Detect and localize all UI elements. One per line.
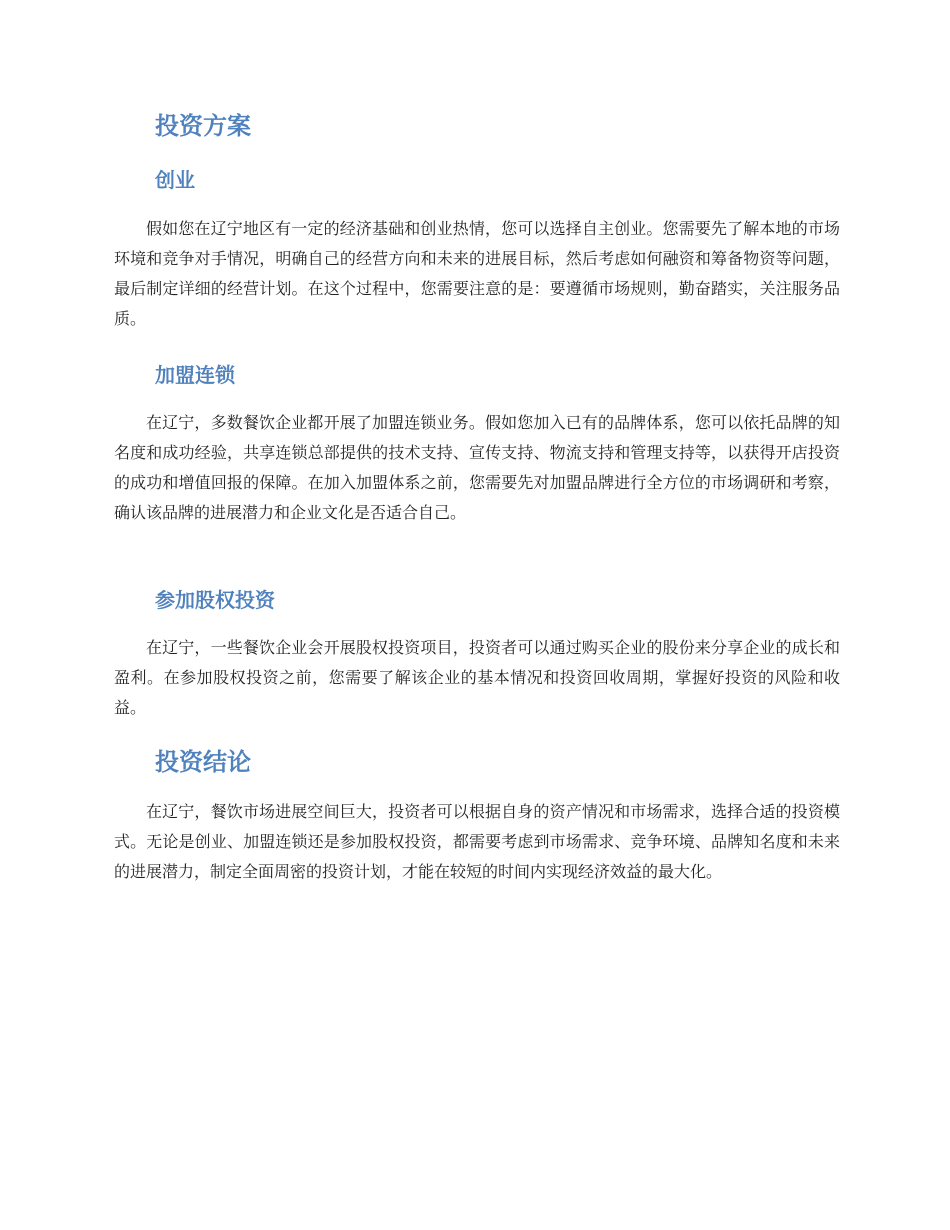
section-heading-equity: 参加股权投资 <box>155 588 275 612</box>
section-body-franchise: 在辽宁，多数餐饮企业都开展了加盟连锁业务。假如您加入已有的品牌体系，您可以依托品牌的知名度和成功经验，共享连锁总部提供的技术支持、宣传支持、物流支持和管理支持等，以获得开店投资的成功和增值回报的保障。在加入加盟体系之前，您需要先对加盟品牌进行全方位的市场调研和考察，确认该品牌的进展潜力和企业文化是否适合自己。 <box>114 413 840 522</box>
section-heading-franchise: 加盟连锁 <box>155 363 235 387</box>
section-body-equity: 在辽宁，一些餐饮企业会开展股权投资项目，投资者可以通过购买企业的股份来分享企业的成长和盈利。在参加股权投资之前，您需要了解该企业的基本情况和投资回收周期，掌握好投资的风险和收益。 <box>114 638 840 717</box>
section-body-startup: 假如您在辽宁地区有一定的经济基础和创业热情，您可以选择自主创业。您需要先了解本地的市场环境和竞争对手情况，明确自己的经营方向和未来的进展目标，然后考虑如何融资和筹备物资等问题，最后制定详细的经营计划。在这个过程中，您需要注意的是：要遵循市场规则，勤奋踏实，关注服务品质。 <box>114 219 840 328</box>
conclusion-body: 在辽宁，餐饮市场进展空间巨大，投资者可以根据自身的资产情况和市场需求，选择合适的投资模式。无论是创业、加盟连锁还是参加股权投资，都需要考虑到市场需求、竞争环境、品牌知名度和未来的进展潜力，制定全面周密的投资计划，才能在较短的时间内实现经济效益的最大化。 <box>114 802 840 881</box>
document-title: 投资方案 <box>155 112 251 140</box>
section-heading-startup: 创业 <box>155 168 195 192</box>
conclusion-heading: 投资结论 <box>155 748 251 776</box>
